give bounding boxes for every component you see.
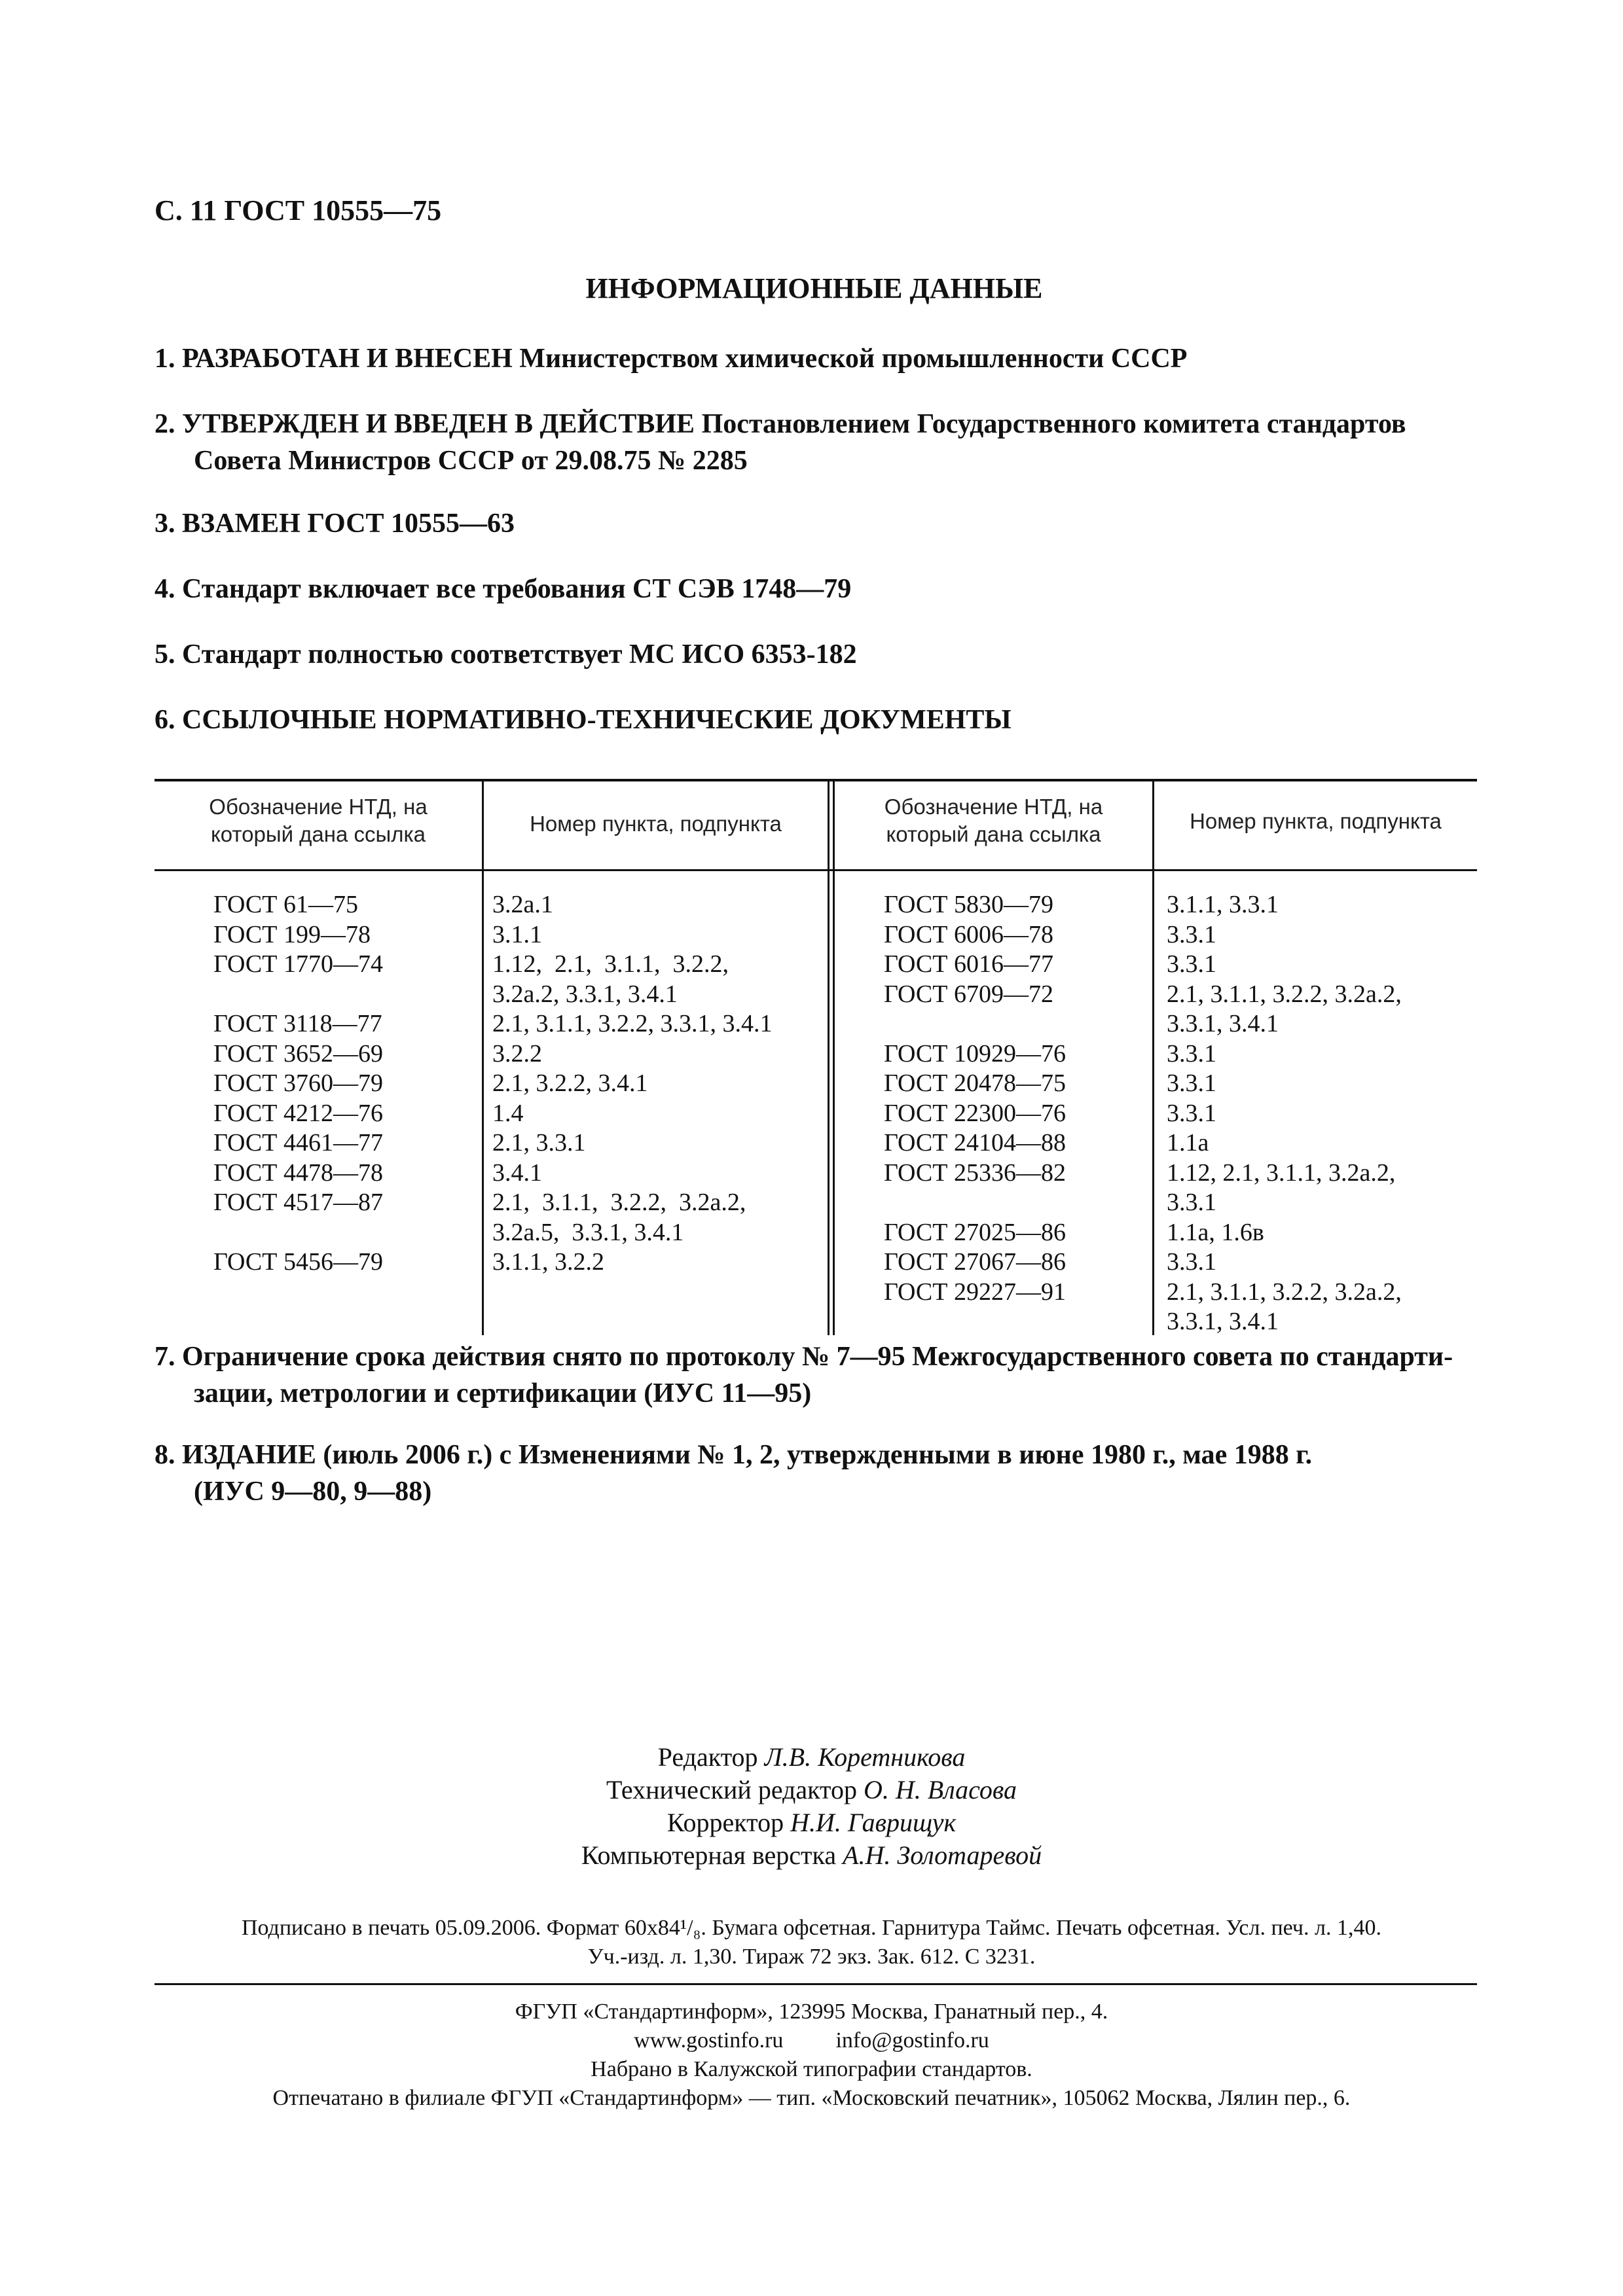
- table-cell-doc: ГОСТ 199—78: [213, 920, 371, 948]
- table-cell-clause: 3.1.1: [492, 920, 542, 948]
- table-cell-clause: 3.2а.1: [492, 891, 553, 918]
- table-cell-doc: ГОСТ 10929—76: [884, 1039, 1066, 1067]
- table-cell-doc: ГОСТ 4517—87: [213, 1189, 383, 1216]
- table-cell-clause: 1.12, 2.1, 3.1.1, 3.2а.2,: [1167, 1158, 1396, 1187]
- table-cell-doc: ГОСТ 4212—76: [213, 1099, 383, 1127]
- print-imprint: Подписано в печать 05.09.2006. Формат 60х84¹/₈. Бумага офсетная. Гарнитура Таймс. Печать офсетная. Усл. печ. л. 1,40. Уч.-изд. л. 1,30. Тираж 72 экз. Зак. 612. С 3231.: [241, 1916, 1381, 1969]
- table-cell-clause: 2.1, 3.2.2, 3.4.1: [492, 1069, 648, 1097]
- page-header: С. 11 ГОСТ 10555—75: [155, 194, 442, 226]
- table-cell-clause: 1.4: [492, 1099, 524, 1127]
- table-cell-doc: ГОСТ 27067—86: [884, 1248, 1066, 1276]
- table-cell-clause: 3.3.1: [1167, 950, 1216, 978]
- table-cell-doc: ГОСТ 3652—69: [213, 1039, 383, 1067]
- table-cell-clause: 3.3.1: [1167, 920, 1216, 948]
- table-cell-clause: 3.2.2: [492, 1039, 542, 1067]
- table-cell-doc: ГОСТ 5830—79: [884, 891, 1053, 918]
- table-cell-doc: ГОСТ 5456—79: [213, 1248, 383, 1276]
- table-cell-clause: 2.1, 3.1.1, 3.2.2, 3.2а.2,: [1167, 1278, 1402, 1306]
- table-cell-clause: 3.2а.2, 3.3.1, 3.4.1: [492, 980, 678, 1008]
- table-cell-clause: 3.3.1: [1167, 1248, 1216, 1276]
- info-item-1: 1. РАЗРАБОТАН И ВНЕСЕН Министерством химической промышленности СССР: [155, 344, 1188, 374]
- table-column-left-clauses: [492, 890, 773, 1278]
- info-item-6: 6. ССЫЛОЧНЫЕ НОРМАТИВНО-ТЕХНИЧЕСКИЕ ДОКУМЕНТЫ: [155, 705, 1012, 735]
- info-item-2: 2. УТВЕРЖДЕН И ВВЕДЕН В ДЕЙСТВИЕ Постановлением Государственного комитета стандартов Совета Министров СССР от 29.08.75 № 2285: [155, 409, 1406, 476]
- credit-line: Технический редактор О. Н. Власова: [606, 1775, 1017, 1804]
- references-table: [155, 779, 1477, 1335]
- table-cell-clause: 3.2а.5, 3.3.1, 3.4.1: [492, 1218, 684, 1246]
- imprint-rule: [155, 1983, 1477, 1985]
- credit-line: Редактор Л.В. Коретникова: [657, 1742, 966, 1772]
- table-cell-clause: 1.12, 2.1, 3.1.1, 3.2.2,: [492, 950, 729, 978]
- email-link[interactable]: info@gostinfo.ru: [835, 2028, 989, 2053]
- table-cell-clause: 2.1, 3.1.1, 3.2.2, 3.2а.2,: [1167, 980, 1402, 1008]
- table-header-designation: Обозначение НТД, на который дана ссылка: [209, 795, 428, 846]
- table-cell-doc: [213, 1218, 383, 1248]
- table-cell-clause: 3.1.1, 3.2.2: [492, 1248, 604, 1276]
- document-title: ИНФОРМАЦИОННЫЕ ДАННЫЕ: [585, 272, 1043, 304]
- table-cell-doc: ГОСТ 27025—86: [884, 1218, 1066, 1246]
- info-item-7: 7. Ограничение срока действия снято по протоколу № 7—95 Межгосударственного совета по стандарти- зации, метрологии и сертификации (ИУС 11—95): [155, 1342, 1453, 1408]
- table-cell-clause: 2.1, 3.3.1: [492, 1129, 586, 1157]
- table-cell-clause: 1.1а: [1167, 1129, 1209, 1157]
- table-cell-doc: [884, 1188, 1066, 1218]
- editorial-credits: [0, 1741, 1623, 1872]
- table-cell-clause: 2.1, 3.1.1, 3.2.2, 3.2а.2,: [492, 1189, 746, 1216]
- table-cell-clause: 3.3.1: [1167, 1099, 1216, 1127]
- table-cell-clause: 3.1.1, 3.3.1: [1167, 891, 1279, 918]
- table-cell-clause: 3.3.1: [1167, 1039, 1216, 1067]
- table-cell-clause: 3.4.1: [492, 1158, 542, 1187]
- table-cell-doc: ГОСТ 4461—77: [213, 1129, 383, 1157]
- table-cell-doc: ГОСТ 1770—74: [213, 950, 383, 978]
- table-divider: [1152, 779, 1154, 1335]
- table-cell-doc: ГОСТ 22300—76: [884, 1099, 1066, 1127]
- table-header-designation: Обозначение НТД, на который дана ссылка: [884, 795, 1103, 846]
- table-cell-doc: ГОСТ 6006—78: [884, 920, 1053, 948]
- table-cell-doc: [884, 1009, 1066, 1039]
- table-cell-clause: 1.1а, 1.6в: [1167, 1218, 1264, 1246]
- table-cell-clause: 3.3.1, 3.4.1: [1167, 1010, 1279, 1037]
- table-cell-doc: [213, 980, 383, 1010]
- table-cell-doc: ГОСТ 4478—78: [213, 1158, 383, 1187]
- table-column-right-docs: [884, 890, 1066, 1307]
- table-cell-clause: 3.3.1: [1167, 1189, 1216, 1216]
- table-cell-clause: 2.1, 3.1.1, 3.2.2, 3.3.1, 3.4.1: [492, 1010, 773, 1037]
- table-cell-doc: ГОСТ 25336—82: [884, 1158, 1066, 1187]
- table-cell-doc: ГОСТ 6016—77: [884, 950, 1053, 978]
- table-cell-doc: ГОСТ 3760—79: [213, 1069, 383, 1097]
- info-item-5: 5. Стандарт полностью соответствует МС ИСО 6353-182: [155, 639, 857, 670]
- table-column-right-clauses: [1167, 890, 1402, 1337]
- credit-line: Компьютерная верстка А.Н. Золотаревой: [581, 1840, 1042, 1870]
- table-cell-doc: ГОСТ 6709—72: [884, 980, 1053, 1008]
- table-top-rule: [155, 779, 1477, 781]
- info-item-4: 4. Стандарт включает все требования СТ СЭВ 1748—79: [155, 574, 852, 604]
- info-item-8: 8. ИЗДАНИЕ (июль 2006 г.) с Изменениями № 1, 2, утвержденными в июне 1980 г., мае 1988 г. (ИУС 9—80, 9—88): [155, 1440, 1313, 1507]
- table-header-rule: [155, 869, 1477, 871]
- table-divider: [482, 779, 484, 1335]
- table-cell-doc: ГОСТ 3118—77: [213, 1010, 382, 1037]
- table-cell-doc: ГОСТ 20478—75: [884, 1069, 1066, 1097]
- website-link[interactable]: www.gostinfo.ru: [634, 2028, 784, 2053]
- table-cell-clause: 3.3.1, 3.4.1: [1167, 1308, 1279, 1335]
- info-item-3: 3. ВЗАМЕН ГОСТ 10555—63: [155, 509, 515, 539]
- credit-line: Корректор Н.И. Гаврищук: [666, 1808, 957, 1837]
- table-divider: [828, 779, 830, 1335]
- table-header-clause: Номер пункта, подпункта: [530, 812, 782, 836]
- publisher-info: ФГУП «Стандартинформ», 123995 Москва, Гранатный пер., 4. www.gostinfo.ru info@gostinfo.ru Набрано в Калужской типографии стандартов. Отпечатано в филиале ФГУП «Стандартинформ» — тип. «Московский печатник», 105062 Москва, Лялин пер., 6.: [272, 2000, 1351, 2110]
- table-cell-doc: ГОСТ 61—75: [213, 891, 358, 918]
- table-cell-clause: 3.3.1: [1167, 1069, 1216, 1097]
- table-cell-doc: ГОСТ 24104—88: [884, 1129, 1066, 1157]
- table-header-clause: Номер пункта, подпункта: [1190, 809, 1442, 833]
- table-divider: [833, 779, 835, 1335]
- table-column-left-docs: [213, 890, 383, 1278]
- table-cell-doc: ГОСТ 29227—91: [884, 1278, 1066, 1306]
